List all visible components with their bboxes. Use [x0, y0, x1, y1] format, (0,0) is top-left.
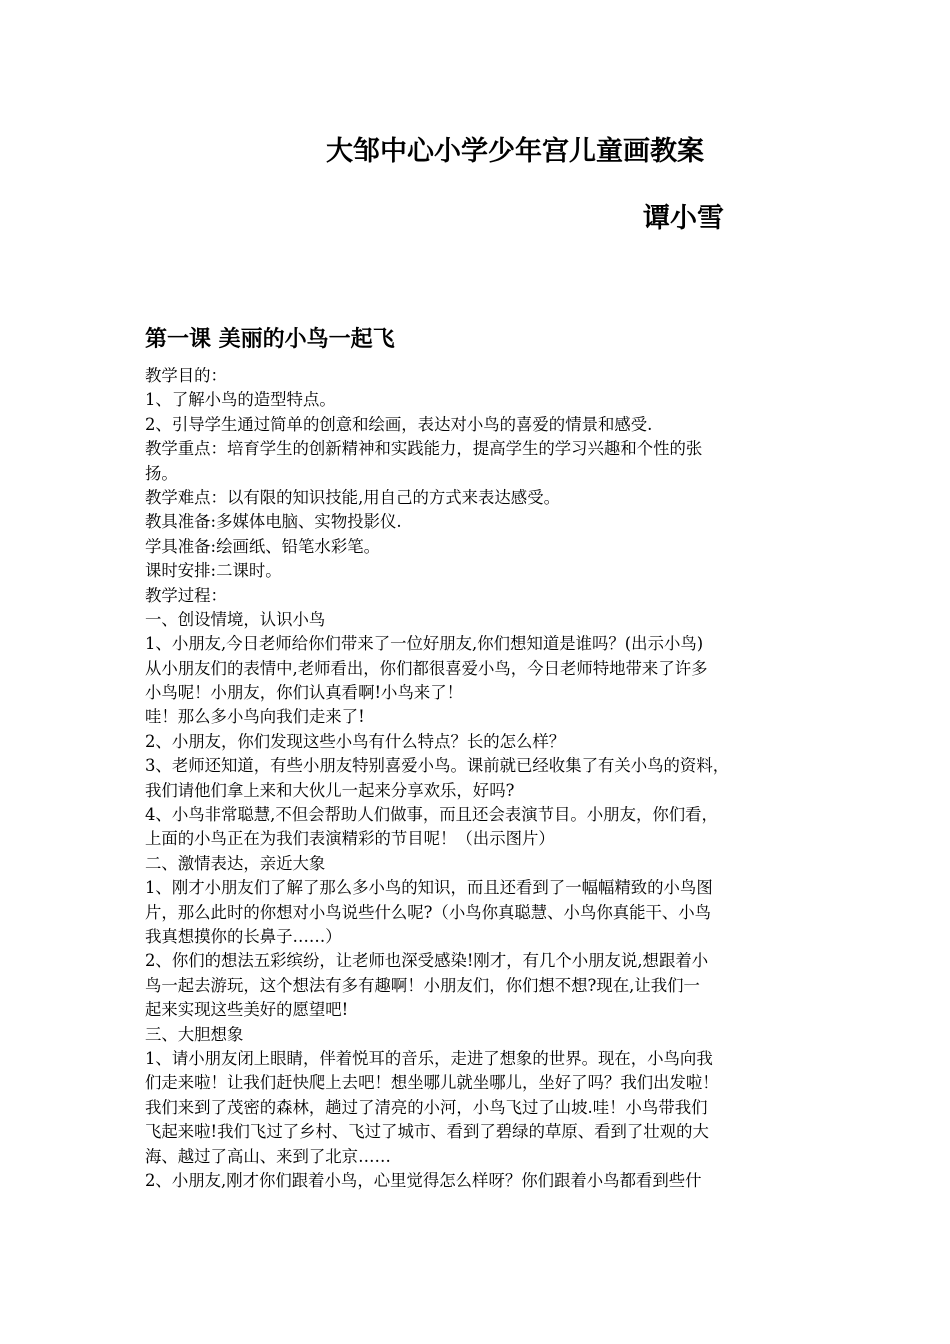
text-line: 教学难点：以有限的知识技能,用自己的方式来表达感受。 — [145, 487, 560, 507]
text-line: 们走来啦！让我们赶快爬上去吧！想坐哪儿就坐哪儿，坐好了吗？我们出发啦！ — [145, 1073, 719, 1093]
text-line: 课时安排:二课时。 — [145, 561, 282, 581]
text-line: 1、请小朋友闭上眼睛，伴着悦耳的音乐，走进了想象的世界。现在，小鸟向我 — [145, 1048, 713, 1068]
text-line: 1、了解小鸟的造型特点。 — [145, 390, 336, 410]
text-line: 2、小朋友，你们发现这些小鸟有什么特点？长的怎么样？ — [145, 731, 566, 751]
text-line: 片，那么此时的你想对小鸟说些什么呢?（小鸟你真聪慧、小鸟你真能干、小鸟 — [145, 902, 712, 922]
text-line: 三、大胆想象 — [145, 1024, 244, 1044]
text-line: 1、小朋友,今日老师给你们带来了一位好朋友,你们想知道是谁吗？(出示小鸟) — [145, 634, 704, 654]
text-line: 我们来到了茂密的森林，趟过了清亮的小河，小鸟飞过了山坡.哇！小鸟带我们 — [145, 1097, 708, 1117]
text-line: 上面的小鸟正在为我们表演精彩的节目呢！（出示图片） — [145, 829, 555, 849]
text-line: 4、小鸟非常聪慧,不但会帮助人们做事，而且还会表演节目。小朋友，你们看， — [145, 805, 718, 825]
text-line: 教具准备:多媒体电脑、实物投影仪. — [145, 512, 402, 532]
text-line: 扬。 — [145, 463, 178, 483]
text-line: 海、越过了高山、来到了北京…… — [145, 1146, 391, 1166]
text-line: 哇！那么多小鸟向我们走来了! — [145, 707, 365, 727]
text-line: 一、创设情境，认识小鸟 — [145, 609, 326, 629]
text-line: 起来实现这些美好的愿望吧! — [145, 1000, 349, 1020]
lesson-body — [145, 364, 821, 1193]
text-line: 教学目的： — [145, 366, 227, 385]
text-line: 我们请他们拿上来和大伙儿一起来分享欢乐，好吗? — [145, 780, 515, 800]
text-line: 2、小朋友,刚才你们跟着小鸟，心里觉得怎么样呀？你们跟着小鸟都看到些什 — [145, 1170, 702, 1190]
text-line: 学具准备:绘画纸、铅笔水彩笔。 — [145, 536, 380, 556]
text-line: 教学过程： — [145, 585, 227, 605]
author-name: 谭小雪 — [643, 203, 724, 234]
text-line: 二、激情表达，亲近大象 — [145, 853, 326, 873]
text-line: 教学重点：培育学生的创新精神和实践能力，提高学生的学习兴趣和个性的张 — [145, 439, 703, 459]
text-line: 从小朋友们的表情中,老师看出，你们都很喜爱小鸟，今日老师特地带来了许多 — [145, 658, 708, 678]
text-line: 2、引导学生通过简单的创意和绘画，表达对小鸟的喜爱的情景和感受. — [145, 414, 653, 434]
text-line: 鸟一起去游玩，这个想法有多有趣啊！小朋友们，你们想不想?现在,让我们一 — [145, 975, 700, 995]
text-line: 飞起来啦!我们飞过了乡村、飞过了城市、看到了碧绿的草原、看到了壮观的大 — [145, 1122, 709, 1142]
text-line: 3、老师还知道，有些小朋友特别喜爱小鸟。课前就已经收集了有关小鸟的资料， — [145, 756, 730, 776]
text-line: 小鸟呢！小朋友，你们认真看啊!小鸟来了！ — [145, 683, 464, 703]
text-line: 2、你们的想法五彩缤纷，让老师也深受感染!刚才，有几个小朋友说,想跟着小 — [145, 951, 709, 971]
text-line: 我真想摸你的长鼻子……） — [145, 926, 342, 946]
text-line: 1、刚才小朋友们了解了那么多小鸟的知识，而且还看到了一幅幅精致的小鸟图 — [145, 878, 713, 898]
document-title: 大邹中心小学少年宫儿童画教案 — [326, 136, 704, 167]
lesson-title: 第一课 美丽的小鸟一起飞 — [145, 327, 395, 352]
